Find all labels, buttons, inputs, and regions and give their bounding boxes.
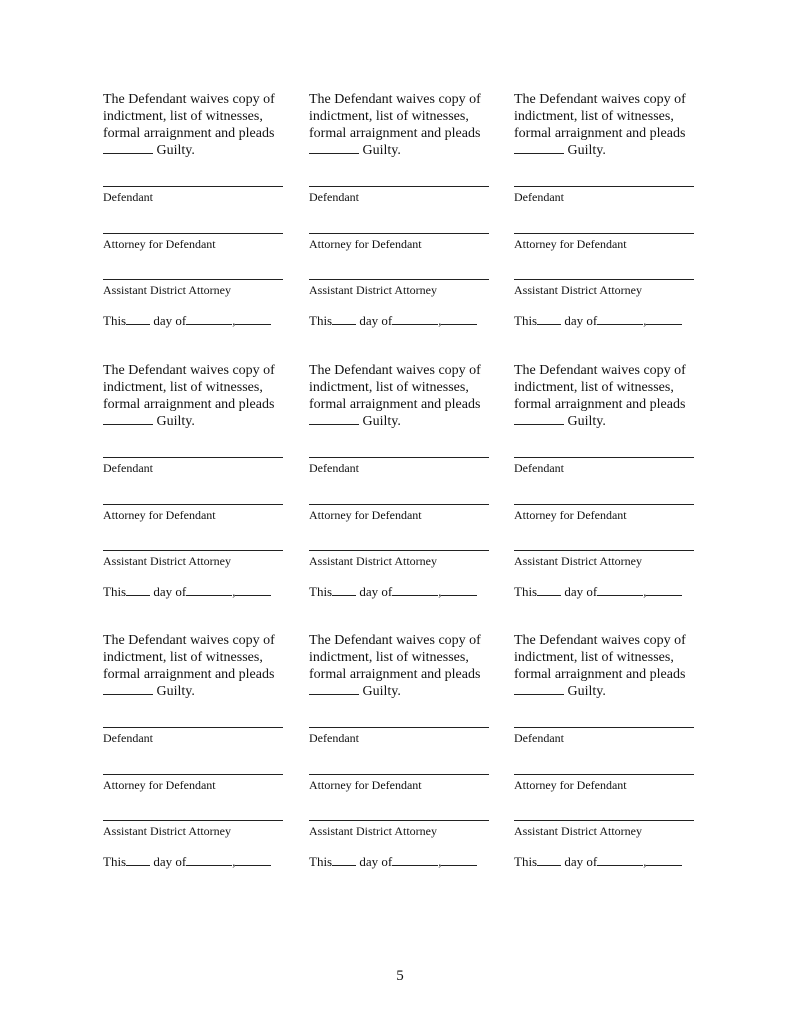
waiver-text xyxy=(103,633,283,701)
waiver-line: formal arraignment and pleads xyxy=(309,125,481,141)
ada-label: Assistant District Attorney xyxy=(103,824,231,838)
waiver-line: formal arraignment and pleads xyxy=(103,396,275,412)
day-blank[interactable] xyxy=(126,584,150,596)
day-blank[interactable] xyxy=(537,854,561,866)
attorney-signature-line[interactable] xyxy=(514,233,694,234)
month-blank[interactable] xyxy=(186,584,232,596)
waiver-text xyxy=(514,633,694,701)
date-comma: , xyxy=(643,584,647,599)
date-day-of-text: day of xyxy=(153,854,187,869)
attorney-label: Attorney for Defendant xyxy=(514,237,627,251)
waiver-text xyxy=(514,363,694,431)
plea-line xyxy=(514,683,694,701)
plea-waiver-block xyxy=(103,92,283,328)
date-comma: , xyxy=(438,313,442,328)
attorney-label: Attorney for Defendant xyxy=(103,508,216,522)
date-line xyxy=(309,313,477,328)
waiver-line: formal arraignment and pleads xyxy=(103,125,275,141)
attorney-signature-line[interactable] xyxy=(103,504,283,505)
attorney-signature-line[interactable] xyxy=(514,504,694,505)
plea-line xyxy=(309,683,489,701)
day-blank[interactable] xyxy=(126,854,150,866)
date-comma: , xyxy=(438,584,442,599)
date-this-text: This xyxy=(103,313,127,328)
ada-signature-line[interactable] xyxy=(103,279,283,280)
date-this-text: This xyxy=(103,584,127,599)
defendant-signature-line[interactable] xyxy=(103,457,283,458)
date-comma: , xyxy=(643,854,647,869)
defendant-signature-line[interactable] xyxy=(309,186,489,187)
date-this-text: This xyxy=(514,584,538,599)
date-day-of-text: day of xyxy=(359,584,393,599)
defendant-label: Defendant xyxy=(309,190,359,204)
waiver-line: formal arraignment and pleads xyxy=(514,396,686,412)
date-day-of-text: day of xyxy=(564,584,598,599)
waiver-line: indictment, list of witnesses, xyxy=(309,379,469,395)
plea-waiver-block xyxy=(309,363,489,599)
date-comma: , xyxy=(232,313,236,328)
waiver-text xyxy=(514,92,694,160)
plea-blank[interactable] xyxy=(309,413,359,425)
plea-waiver-block xyxy=(514,363,694,599)
plea-waiver-block xyxy=(514,92,694,328)
day-blank[interactable] xyxy=(332,854,356,866)
waiver-line: indictment, list of witnesses, xyxy=(103,379,263,395)
attorney-signature-line[interactable] xyxy=(309,233,489,234)
date-day-of-text: day of xyxy=(359,313,393,328)
ada-signature-line[interactable] xyxy=(309,820,489,821)
ada-signature-line[interactable] xyxy=(103,550,283,551)
date-comma: , xyxy=(232,584,236,599)
date-line xyxy=(103,854,271,869)
waiver-line: formal arraignment and pleads xyxy=(309,666,481,682)
waiver-line: The Defendant waives copy of xyxy=(103,633,275,648)
year-blank[interactable] xyxy=(235,313,271,325)
plea-waiver-block xyxy=(103,633,283,869)
plea-blank[interactable] xyxy=(309,142,359,154)
waiver-text xyxy=(309,92,489,160)
plea-blank[interactable] xyxy=(309,683,359,695)
plea-word: Guilty. xyxy=(567,684,606,700)
attorney-label: Attorney for Defendant xyxy=(103,778,216,792)
plea-word: Guilty. xyxy=(156,414,195,430)
month-blank[interactable] xyxy=(392,313,438,325)
waiver-text xyxy=(103,363,283,431)
plea-word: Guilty. xyxy=(156,684,195,700)
waiver-line: indictment, list of witnesses, xyxy=(103,108,263,124)
plea-word: Guilty. xyxy=(567,143,606,159)
year-blank[interactable] xyxy=(441,313,477,325)
waiver-line: indictment, list of witnesses, xyxy=(309,108,469,124)
plea-line xyxy=(103,142,283,160)
plea-waiver-block xyxy=(309,633,489,869)
defendant-signature-line[interactable] xyxy=(514,727,694,728)
date-line xyxy=(103,313,271,328)
attorney-label: Attorney for Defendant xyxy=(309,778,422,792)
attorney-signature-line[interactable] xyxy=(103,774,283,775)
waiver-text xyxy=(309,363,489,431)
month-blank[interactable] xyxy=(186,313,232,325)
date-this-text: This xyxy=(309,584,333,599)
attorney-label: Attorney for Defendant xyxy=(514,778,627,792)
plea-line xyxy=(103,683,283,701)
plea-line xyxy=(309,142,489,160)
year-blank[interactable] xyxy=(646,854,682,866)
defendant-label: Defendant xyxy=(309,461,359,475)
month-blank[interactable] xyxy=(186,854,232,866)
attorney-signature-line[interactable] xyxy=(309,774,489,775)
waiver-line: indictment, list of witnesses, xyxy=(514,379,674,395)
waiver-line: indictment, list of witnesses, xyxy=(309,649,469,665)
plea-word: Guilty. xyxy=(362,684,401,700)
ada-label: Assistant District Attorney xyxy=(309,283,437,297)
defendant-label: Defendant xyxy=(103,461,153,475)
month-blank[interactable] xyxy=(392,854,438,866)
waiver-line: The Defendant waives copy of xyxy=(309,633,481,648)
date-line xyxy=(514,313,682,328)
waiver-line: formal arraignment and pleads xyxy=(514,125,686,141)
defendant-label: Defendant xyxy=(103,731,153,745)
date-line xyxy=(514,584,682,599)
day-blank[interactable] xyxy=(126,313,150,325)
ada-signature-line[interactable] xyxy=(309,550,489,551)
defendant-signature-line[interactable] xyxy=(103,727,283,728)
waiver-line: The Defendant waives copy of xyxy=(309,92,481,107)
year-blank[interactable] xyxy=(441,584,477,596)
attorney-label: Attorney for Defendant xyxy=(103,237,216,251)
attorney-signature-line[interactable] xyxy=(309,504,489,505)
waiver-line: indictment, list of witnesses, xyxy=(103,649,263,665)
waiver-line: The Defendant waives copy of xyxy=(514,92,686,107)
waiver-line: indictment, list of witnesses, xyxy=(514,649,674,665)
date-day-of-text: day of xyxy=(359,854,393,869)
day-blank[interactable] xyxy=(537,313,561,325)
plea-blank[interactable] xyxy=(103,683,153,695)
year-blank[interactable] xyxy=(646,584,682,596)
defendant-signature-line[interactable] xyxy=(309,457,489,458)
ada-label: Assistant District Attorney xyxy=(103,554,231,568)
waiver-line: formal arraignment and pleads xyxy=(103,666,275,682)
defendant-signature-line[interactable] xyxy=(514,186,694,187)
waiver-text xyxy=(103,92,283,160)
defendant-signature-line[interactable] xyxy=(514,457,694,458)
attorney-signature-line[interactable] xyxy=(103,233,283,234)
defendant-label: Defendant xyxy=(309,731,359,745)
plea-line xyxy=(103,413,283,431)
month-blank[interactable] xyxy=(392,584,438,596)
plea-word: Guilty. xyxy=(567,414,606,430)
waiver-line: The Defendant waives copy of xyxy=(103,363,275,378)
plea-word: Guilty. xyxy=(362,414,401,430)
ada-label: Assistant District Attorney xyxy=(309,824,437,838)
ada-label: Assistant District Attorney xyxy=(514,554,642,568)
plea-line xyxy=(514,142,694,160)
date-comma: , xyxy=(643,313,647,328)
waiver-line: The Defendant waives copy of xyxy=(103,92,275,107)
date-day-of-text: day of xyxy=(564,854,598,869)
year-blank[interactable] xyxy=(235,854,271,866)
defendant-label: Defendant xyxy=(514,461,564,475)
date-day-of-text: day of xyxy=(564,313,598,328)
date-line xyxy=(514,854,682,869)
plea-blank[interactable] xyxy=(514,683,564,695)
waiver-text xyxy=(309,633,489,701)
defendant-label: Defendant xyxy=(514,190,564,204)
day-blank[interactable] xyxy=(332,313,356,325)
date-this-text: This xyxy=(309,313,333,328)
date-day-of-text: day of xyxy=(153,313,187,328)
date-this-text: This xyxy=(514,854,538,869)
waiver-line: The Defendant waives copy of xyxy=(514,363,686,378)
attorney-label: Attorney for Defendant xyxy=(514,508,627,522)
attorney-label: Attorney for Defendant xyxy=(309,508,422,522)
defendant-signature-line[interactable] xyxy=(103,186,283,187)
date-line xyxy=(309,854,477,869)
plea-word: Guilty. xyxy=(156,143,195,159)
month-blank[interactable] xyxy=(597,313,643,325)
ada-label: Assistant District Attorney xyxy=(514,283,642,297)
ada-label: Assistant District Attorney xyxy=(309,554,437,568)
ada-label: Assistant District Attorney xyxy=(103,283,231,297)
ada-signature-line[interactable] xyxy=(514,820,694,821)
waiver-line: formal arraignment and pleads xyxy=(309,396,481,412)
date-comma: , xyxy=(232,854,236,869)
year-blank[interactable] xyxy=(646,313,682,325)
plea-blank[interactable] xyxy=(514,413,564,425)
ada-signature-line[interactable] xyxy=(514,279,694,280)
plea-waiver-block xyxy=(309,92,489,328)
plea-word: Guilty. xyxy=(362,143,401,159)
day-blank[interactable] xyxy=(537,584,561,596)
page-number: 5 xyxy=(396,968,404,984)
month-blank[interactable] xyxy=(597,854,643,866)
plea-waiver-block xyxy=(514,633,694,869)
year-blank[interactable] xyxy=(235,584,271,596)
waiver-line: The Defendant waives copy of xyxy=(514,633,686,648)
date-day-of-text: day of xyxy=(153,584,187,599)
date-this-text: This xyxy=(103,854,127,869)
plea-waiver-block xyxy=(103,363,283,599)
defendant-signature-line[interactable] xyxy=(309,727,489,728)
date-this-text: This xyxy=(514,313,538,328)
plea-blank[interactable] xyxy=(514,142,564,154)
date-this-text: This xyxy=(309,854,333,869)
ada-signature-line[interactable] xyxy=(103,820,283,821)
ada-signature-line[interactable] xyxy=(514,550,694,551)
date-comma: , xyxy=(438,854,442,869)
plea-line xyxy=(514,413,694,431)
day-blank[interactable] xyxy=(332,584,356,596)
plea-line xyxy=(309,413,489,431)
plea-blank[interactable] xyxy=(103,413,153,425)
waiver-line: formal arraignment and pleads xyxy=(514,666,686,682)
date-line xyxy=(103,584,271,599)
year-blank[interactable] xyxy=(441,854,477,866)
waiver-line: The Defendant waives copy of xyxy=(309,363,481,378)
ada-signature-line[interactable] xyxy=(309,279,489,280)
waiver-line: indictment, list of witnesses, xyxy=(514,108,674,124)
plea-blank[interactable] xyxy=(103,142,153,154)
month-blank[interactable] xyxy=(597,584,643,596)
attorney-label: Attorney for Defendant xyxy=(309,237,422,251)
ada-label: Assistant District Attorney xyxy=(514,824,642,838)
defendant-label: Defendant xyxy=(514,731,564,745)
defendant-label: Defendant xyxy=(103,190,153,204)
date-line xyxy=(309,584,477,599)
attorney-signature-line[interactable] xyxy=(514,774,694,775)
